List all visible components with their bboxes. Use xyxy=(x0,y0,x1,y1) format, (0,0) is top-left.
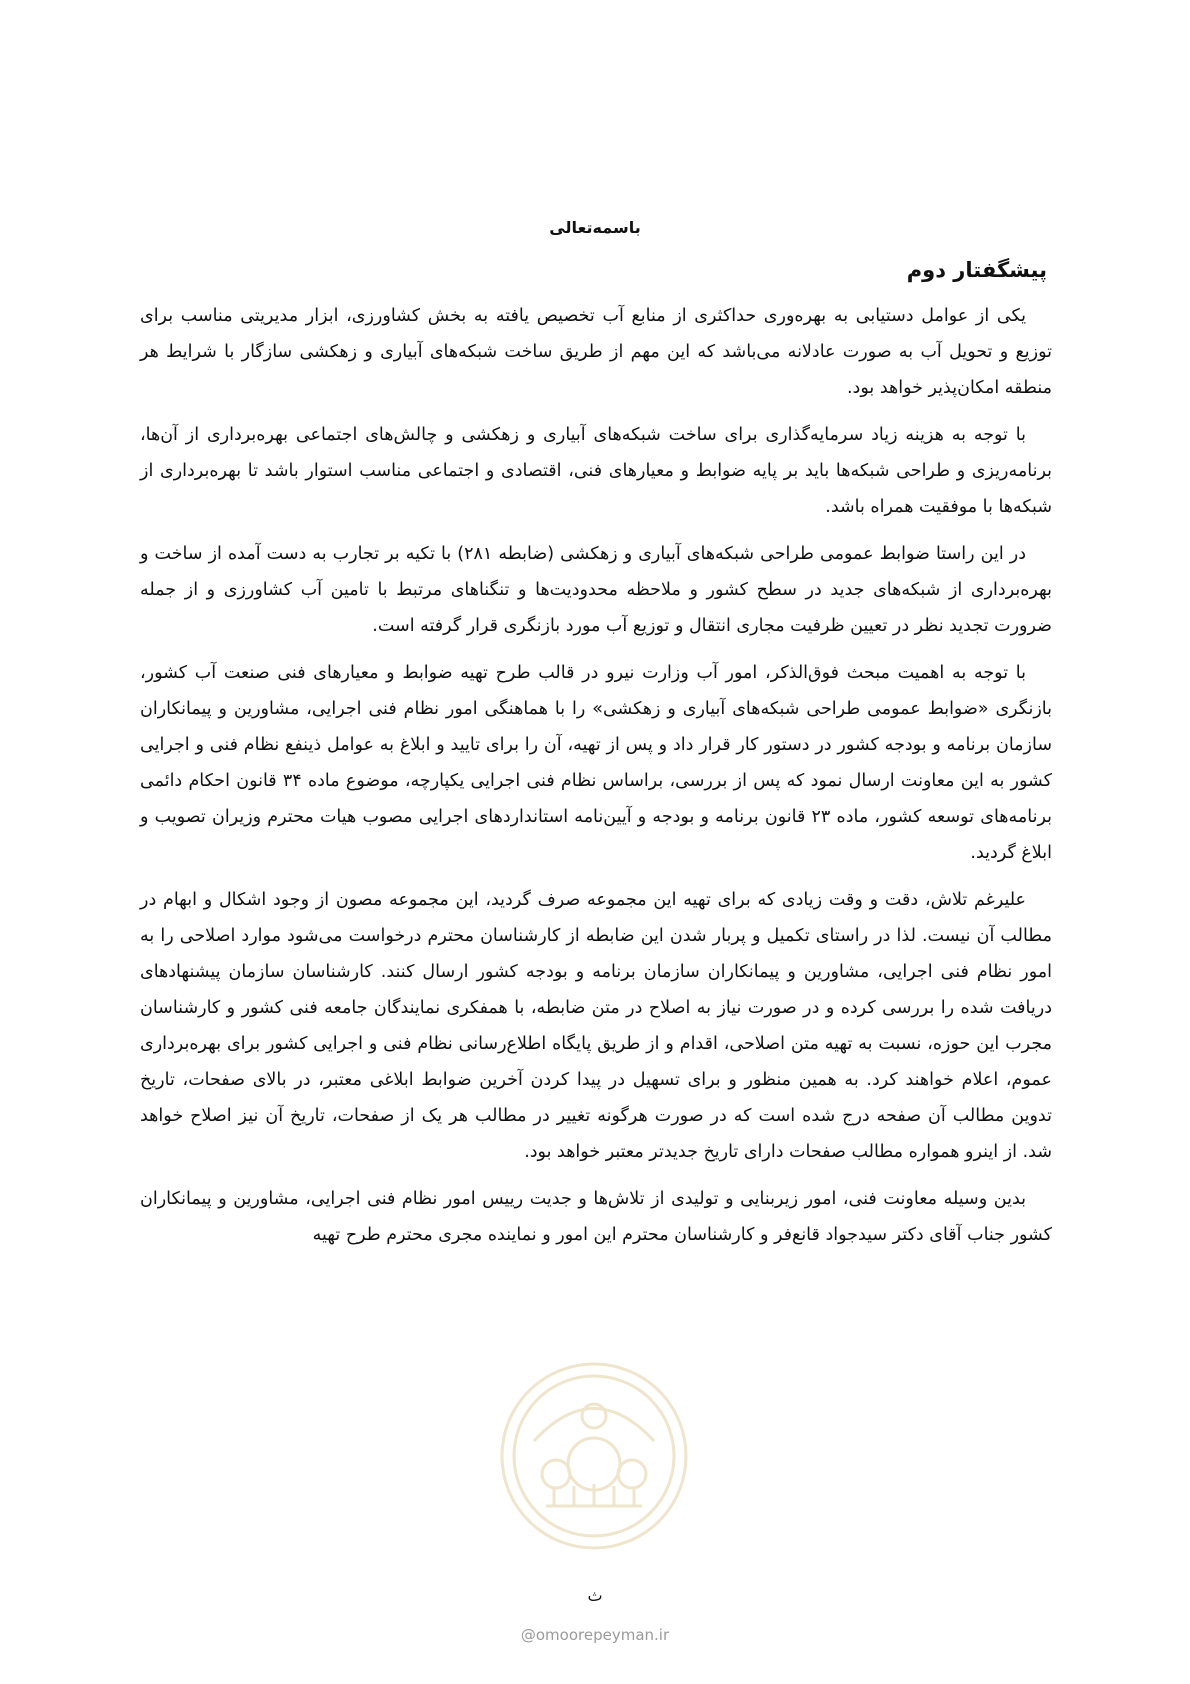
body-text xyxy=(140,298,1052,1264)
watermark-seal-icon xyxy=(494,1356,694,1556)
paragraph-2: با توجه به هزینه زیاد سرمایه‌گذاری برای ساخت شبکه‌های آبیاری و زهکشی و چالش‌های اجتماعی بهره‌برداری از آن‌ها، برنامه‌ریزی و طراحی شبکه‌ها باید بر پایه ضوابط و معیارهای فنی، اقتصادی و اجتماعی مناسب استوار باشد تا بهره‌برداری از شبکه‌ها با موفقیت همراه باشد. xyxy=(140,425,1052,517)
page-title: پیشگفتار دوم xyxy=(906,258,1047,282)
basmala-header: باسمه‌تعالی xyxy=(549,218,641,237)
paragraph-3: در این راستا ضوابط عمومی طراحی شبکه‌های آبیاری و زهکشی (ضابطه ۲۸۱) با تکیه بر تجارب به دست آمده از ساخت و بهره‌برداری از شبکه‌های جدید در سطح کشور و ملاحظه محدودیت‌ها و تنگناهای مرتبط با تامین آب کشاورزی و از جمله ضرورت تجدید نظر در تعیین ظرفیت مجاری انتقال و توزیع آب مورد بازنگری قرار گرفته است. xyxy=(140,544,1052,636)
paragraph-6: بدین وسیله معاونت فنی، امور زیربنایی و تولیدی از تلاش‌ها و جدیت رییس امور نظام فنی اجرایی، مشاورین و پیمانکاران کشور جناب آقای دکتر سیدجواد قانع‌فر و کارشناسان محترم این امور و نماینده مجری محترم طرح تهیه xyxy=(140,1189,1052,1245)
footer-brand: @omoorepeyman.ir xyxy=(520,1626,670,1644)
page-number: ث xyxy=(587,1586,603,1605)
paragraph-4: با توجه به اهمیت مبحث فوق‌الذکر، امور آب وزارت نیرو در قالب طرح تهیه ضوابط و معیارهای فنی صنعت آب کشور، بازنگری «ضوابط عمومی طراحی شبکه‌های آبیاری و زهکشی» را با هماهنگی امور نظام فنی اجرایی، مشاورین و پیمانکاران سازمان برنامه و بودجه کشور در دستور کار قرار داد و پس از تهیه، آن را برای تایید و ابلاغ به عوامل ذینفع نظام فنی و اجرایی کشور به این معاونت ارسال نمود که پس از بررسی، براساس نظام فنی اجرایی یکپارچه، موضوع ماده ۳۴ قانون احکام دائمی برنامه‌های توسعه کشور، ماده ۲۳ قانون برنامه و بودجه و آیین‌نامه استانداردهای اجرایی مصوب هیات محترم وزیران تصویب و ابلاغ گردید. xyxy=(140,663,1052,863)
paragraph-1: یکی از عوامل دستیابی به بهره‌وری حداکثری از منابع آب تخصیص یافته به بخش کشاورزی، ابزار مدیریتی مناسب برای توزیع و تحویل آب به صورت عادلانه می‌باشد که این مهم از طریق ساخت شبکه‌های آبیاری و زهکشی سازگار با شرایط هر منطقه امکان‌پذیر خواهد بود. xyxy=(140,306,1052,398)
paragraph-5: علیرغم تلاش، دقت و وقت زیادی که برای تهیه این مجموعه صرف گردید، این مجموعه مصون از وجود اشکال و ابهام در مطالب آن نیست. لذا در راستای تکمیل و پربار شدن این ضابطه از کارشناسان محترم درخواست می‌شود موارد اصلاحی را به امور نظام فنی اجرایی، مشاورین و پیمانکاران سازمان برنامه و بودجه کشور ارسال کنند. کارشناسان سازمان پیشنهادهای دریافت شده را بررسی کرده و در صورت نیاز به اصلاح در متن ضابطه، با همفکری نمایندگان جامعه فنی کشور و کارشناسان مجرب این حوزه، نسبت به تهیه متن اصلاحی، اقدام و از طریق پایگاه اطلاع‌رسانی نظام فنی و اجرایی کشور برای بهره‌برداری عموم، اعلام خواهند کرد. به همین منظور و برای تسهیل در پیدا کردن آخرین ضوابط ابلاغی معتبر، در بالای صفحات، تاریخ تدوین مطالب آن صفحه درج شده است که در صورت هرگونه تغییر در مطالب هر یک از صفحات، تاریخ آن نیز اصلاح خواهد شد. از اینرو همواره مطالب صفحات دارای تاریخ جدیدتر معتبر خواهد بود. xyxy=(140,890,1052,1162)
